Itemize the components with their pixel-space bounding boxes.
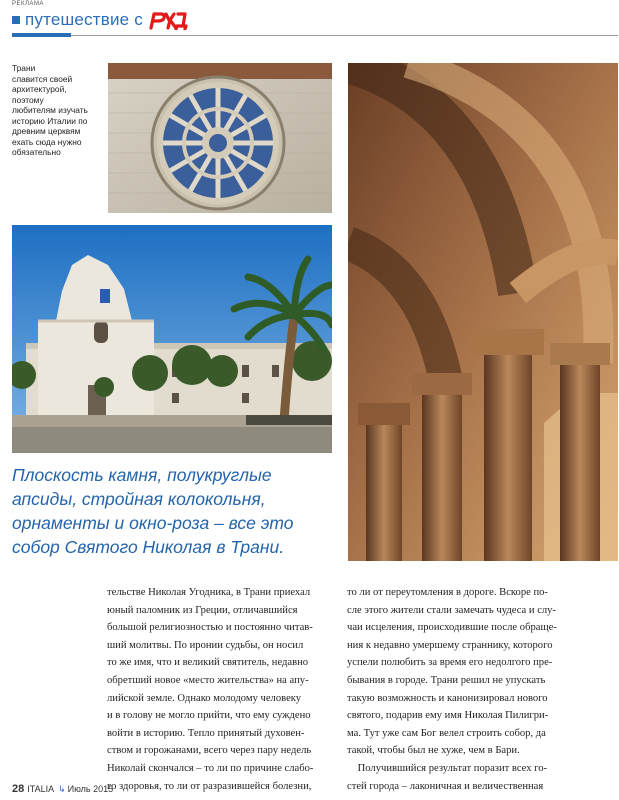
text-line: стей города – лаконичная и величественная xyxy=(347,780,544,792)
text-line: и в голову не могло прийти, что ему суждено xyxy=(107,710,311,722)
header-rule xyxy=(71,35,618,36)
text-line: ством и горожанами, всего через пару недель xyxy=(107,745,312,757)
text-line: Николай скончался – то ли по причине слабо- xyxy=(107,762,314,774)
text-line: Получившийся результат поразит всех го- xyxy=(347,762,548,774)
caption-line: историю Италии по xyxy=(12,115,88,126)
rose-window-photo xyxy=(108,63,332,213)
photo-caption xyxy=(12,63,108,158)
text-line: святого, подарив ему имя Николая Пилигри- xyxy=(347,710,549,722)
pull-quote xyxy=(12,463,342,559)
text-line: ния к недавно умершему страннику, которого xyxy=(347,639,553,651)
rzd-logo xyxy=(148,10,188,30)
caption-line: поэтому xyxy=(12,94,44,105)
page-footer xyxy=(12,783,113,795)
text-line: юный паломник из Греции, отличавшийся xyxy=(107,604,298,616)
quote-line: апсиды, стройная колокольня, xyxy=(12,489,266,509)
text-line: успели полюбить за время его недолгого пре- xyxy=(347,657,553,669)
text-line: такой, чтобы был не хуже, чем в Бари. xyxy=(347,745,520,757)
text-line: ма. Тут уже сам Бог велел строить собор, да xyxy=(347,727,546,739)
caption-line: обязательно xyxy=(12,147,61,157)
text-line: такую возможность и канонизировал нового xyxy=(347,692,548,704)
caption-line: Трани xyxy=(12,63,36,73)
text-line: большой религиозностью и постоянно читав- xyxy=(107,622,313,634)
section-header xyxy=(12,9,188,31)
quote-line: Плоскость камня, полукруглые xyxy=(12,465,272,485)
caption-line: любителям изучать xyxy=(12,105,88,115)
text-line: сле этого жители стали замечать чудеса и слу- xyxy=(347,604,557,616)
text-line: обретший новое «место жительства» на апу- xyxy=(107,674,309,686)
text-line: войти в историю. Тепло принятый духовен- xyxy=(107,727,305,739)
quote-line: орнаменты и окно-роза – все это xyxy=(12,513,294,533)
article-column-2 xyxy=(347,584,559,795)
crypt-arches-photo xyxy=(348,63,618,561)
issue-date: Июль 2015 xyxy=(67,784,114,794)
quote-line: собор Святого Николая в Трани. xyxy=(12,537,285,557)
arrow-icon: ↳ xyxy=(58,784,66,794)
page-number: 28 xyxy=(12,783,25,795)
caption-line: славится своей xyxy=(12,73,73,84)
text-line: бывания в городе. Трани решил не упускать xyxy=(347,674,546,686)
text-line: лийской земле. Однако молодому человеку xyxy=(107,692,302,704)
magazine-name: ITALIA xyxy=(27,784,55,794)
section-title: путешествие с xyxy=(25,10,143,29)
text-line: чаи исцеления, происходившие после обраще- xyxy=(347,622,557,634)
text-line: то же имя, что и великий святитель, недавно xyxy=(107,657,309,669)
cathedral-facade-photo xyxy=(12,225,332,453)
text-line: ший молитвы. По иронии судьбы, он носил xyxy=(107,639,304,651)
caption-line: древним церквям xyxy=(12,126,81,136)
promo-label: РЕКЛАМА xyxy=(12,1,44,7)
caption-line: ехать сюда нужно xyxy=(12,136,82,147)
section-square-icon xyxy=(12,16,20,24)
caption-line: архитектурой, xyxy=(12,84,67,94)
text-line: тельстве Николая Угодника, в Трани приехал xyxy=(107,587,311,598)
text-line: то ли от переутомления в дороге. Вскоре по- xyxy=(347,587,548,598)
text-line: го здоровья, то ли от разразившейся болезни, xyxy=(107,780,312,792)
article-column-1 xyxy=(107,584,331,795)
header-rule-accent xyxy=(12,33,71,37)
